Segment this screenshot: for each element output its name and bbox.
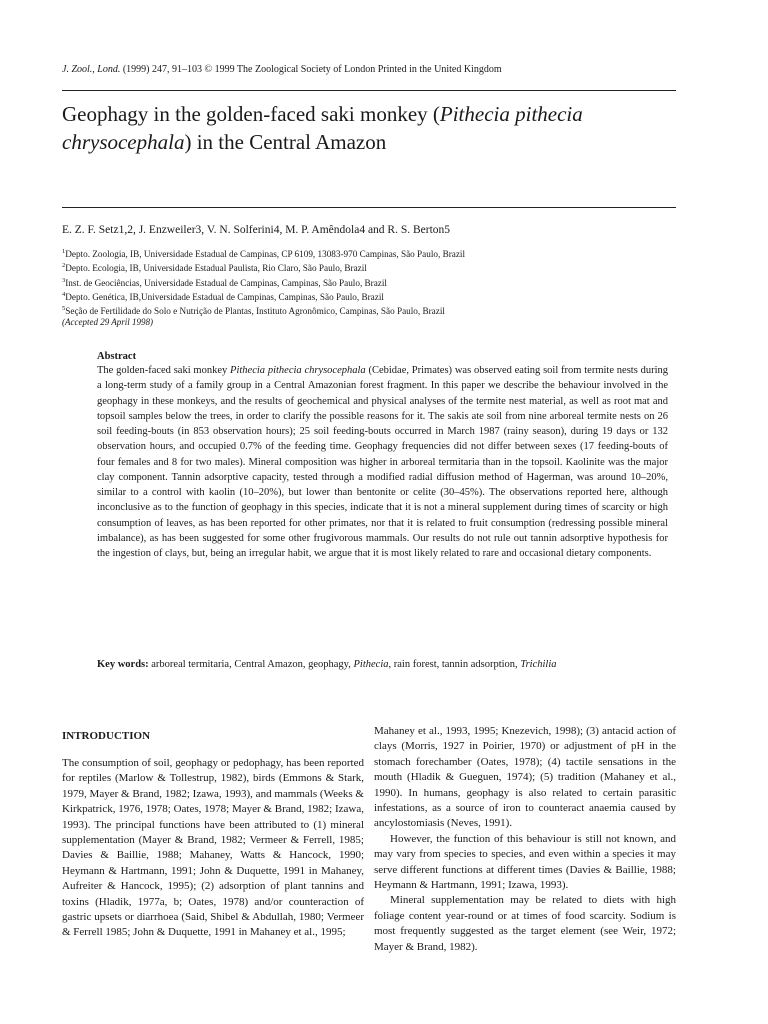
- abstract-heading: Abstract: [97, 351, 137, 362]
- affiliation-text: Depto. Genética, IB,Universidade Estadual de Campinas, Campinas, São Paulo, Brazil: [65, 291, 384, 302]
- affiliation-text: Seção de Fertilidade do Solo e Nutrição de Plantas, Instituto Agronômico, Campinas, São Paulo, Brazil: [65, 306, 445, 317]
- affiliation-text: Depto. Zoologia, IB, Universidade Estadual de Campinas, CP 6109, 13083-970 Campinas, São Paulo, Brazil: [65, 249, 466, 260]
- right-column: [374, 724, 676, 955]
- intro-paragraph-1-cont: Mahaney et al., 1993, 1995; Knezevich, 1998); (3) antacid action of clays (Morris, 1927 in Poirier, 1970) or adjustment of pH in the stomach forechamber (Oates, 1978); (4) tactile sensations in the mouth (Hladik & Gueguen, 1974); (5) tradition (Mahaney et al., 1990). In humans, geophagy is also related to certain parasitic infestations, as a source of iron to counteract anaemia caused by ancylostomiasis (Neves, 1991).: [374, 725, 676, 830]
- affiliation-1: [62, 246, 682, 260]
- affiliations: [62, 246, 682, 317]
- intro-paragraph-3: Mineral supplementation may be related to diets with high foliage content year-round or at times of food scarcity. Sodium is most frequently suggested as the target element (see Weir, 1972; Mayer & Brand, 1982).: [374, 894, 676, 953]
- affiliation-number: 4: [62, 290, 66, 298]
- keyword-italic: Pithecia: [353, 659, 389, 670]
- affiliation-number: 3: [62, 276, 66, 284]
- affiliation-5: [62, 303, 682, 317]
- abstract-species: Pithecia pithecia chrysocephala: [230, 365, 366, 376]
- affiliation-text: Inst. de Geociências, Universidade Estadual de Campinas, Campinas, São Paulo, Brazil: [65, 277, 387, 288]
- keywords-text: arboreal termitaria, Central Amazon, geophagy,: [148, 659, 354, 670]
- abstract-text: The golden-faced saki monkey: [97, 365, 231, 376]
- title-part-1: Geophagy in the golden-faced saki monkey (: [62, 102, 440, 126]
- affiliation-2: [62, 260, 682, 274]
- abstract-body: [97, 363, 668, 561]
- journal-name: J. Zool., Lond.: [62, 64, 121, 75]
- keywords: [97, 657, 668, 672]
- keywords-text: , rain forest, tannin adsorption,: [388, 659, 521, 670]
- affiliation-4: [62, 289, 682, 303]
- keyword-italic: Trichilia: [520, 659, 557, 670]
- intro-paragraph-1: The consumption of soil, geophagy or pedophagy, has been reported for reptiles (Marlow & Tollestrup, 1982), birds (Emmons & Stark, 1979, Mayer & Brand, 1982; Izawa, 1993), and mammals (Weeks & Kirkpatrick, 1976, 1978; Oates, 1978; Mayer & Brand, 1982; Izawa, 1993). The principal functions have been attributed to (1) mineral supplementation (Mayer & Brand, 1982; Vermeer & Ferrell, 1985; Davies & Baillie, 1988; Mahaney, Watts & Hancock, 1990; Heymann & Hartmann, 1991; John & Duquette, 1991 in Mahaney, Aufreiter & Hancock, 1995); (2) adsorption of plant tannins and toxins (Hladik, 1977a, b; Oates, 1978) and/or counteraction of gastric upsets or diarrhoea (Said, Shibel & Abdullah, 1980; Vermeer & Ferrell 1985; John & Duquette, 1991 in Mahaney et al., 1995;: [62, 757, 364, 939]
- header-rule: [62, 90, 676, 91]
- introduction-heading: INTRODUCTION: [62, 730, 151, 742]
- journal-details: (1999) 247, 91–103 © 1999 The Zoological Society of London Printed in the United Kingdom: [120, 64, 502, 75]
- title-part-2: ) in the Central Amazon: [184, 130, 387, 154]
- article-title: [62, 100, 682, 156]
- affiliation-3: [62, 275, 682, 289]
- affiliation-text: Depto. Ecologia, IB, Universidade Estadual Paulista, Rio Claro, São Paulo, Brazil: [65, 263, 367, 274]
- intro-paragraph-2: However, the function of this behaviour is still not known, and may vary from species to species, and even within a species it may serve different functions at different times (Davies & Baillie, 1988; Heymann & Hartmann, 1991; Izawa, 1993).: [374, 832, 676, 892]
- journal-citation: [62, 64, 682, 75]
- abstract-text: (Cebidae, Primates) was observed eating soil from termite nests during a long-term study of a family group in a Central Amazonian forest fragment. In this paper we describe the behaviour involved in the geophagy in these monkeys, and the results of geochemical and physical analyses of the termite nest material, as well as root mat and topsoil samples below the trees, in order to clarify the possible reasons for it. The sakis ate soil from nine arboreal termite nests on 26 soil feeding-bouts (in 853 observation hours); 25 soil feeding-bouts occurred in March 1987 (rainy season), during 19 days or 132 observation hours, and occupied 0.7% of the feeding time. Geophagy frequencies did not differ between sexes (17 feeding-bouts of four females and 8 for two males). Mineral composition was higher in arboreal termitaria than in the topsoil. Kaolinite was the major clay component. Tannin adsorptive capacity, tested through a modified radial diffusion method of Hagerman, was around 10–20%, similar to a control with kaolin (10–20%), but lower than bentonite or celite (30–45%). The observations reported here, although inconclusive as to the function of geophagy in this species, indicate that it is not a mineral supplement during times of scarcity or high consumption of leaves, as has been reported for other primates, nor that it is related to fruit consumption (redressing possible mineral imbalance), as has been suggested for some other frugivorous mammals. Our results do not rule out tannin adsorptive hypothesis for the ingestion of clays, but, being an irregular habit, we argue that it is most likely related to rare and occasional dietary components.: [97, 365, 669, 559]
- accepted-date: (Accepted 29 April 1998): [62, 317, 154, 327]
- author-list: E. Z. F. Setz1,2, J. Enzweiler3, V. N. Solferini4, M. P. Amêndola4 and R. S. Berton5: [62, 224, 451, 236]
- keywords-label: Key words:: [97, 659, 149, 670]
- affiliation-number: 1: [62, 248, 66, 255]
- title-species: Pithecia pithecia chrysocephala: [62, 102, 583, 154]
- title-rule: [62, 207, 676, 208]
- left-column: [62, 756, 364, 941]
- affiliation-number: 2: [62, 262, 66, 270]
- affiliation-number: 5: [62, 305, 66, 313]
